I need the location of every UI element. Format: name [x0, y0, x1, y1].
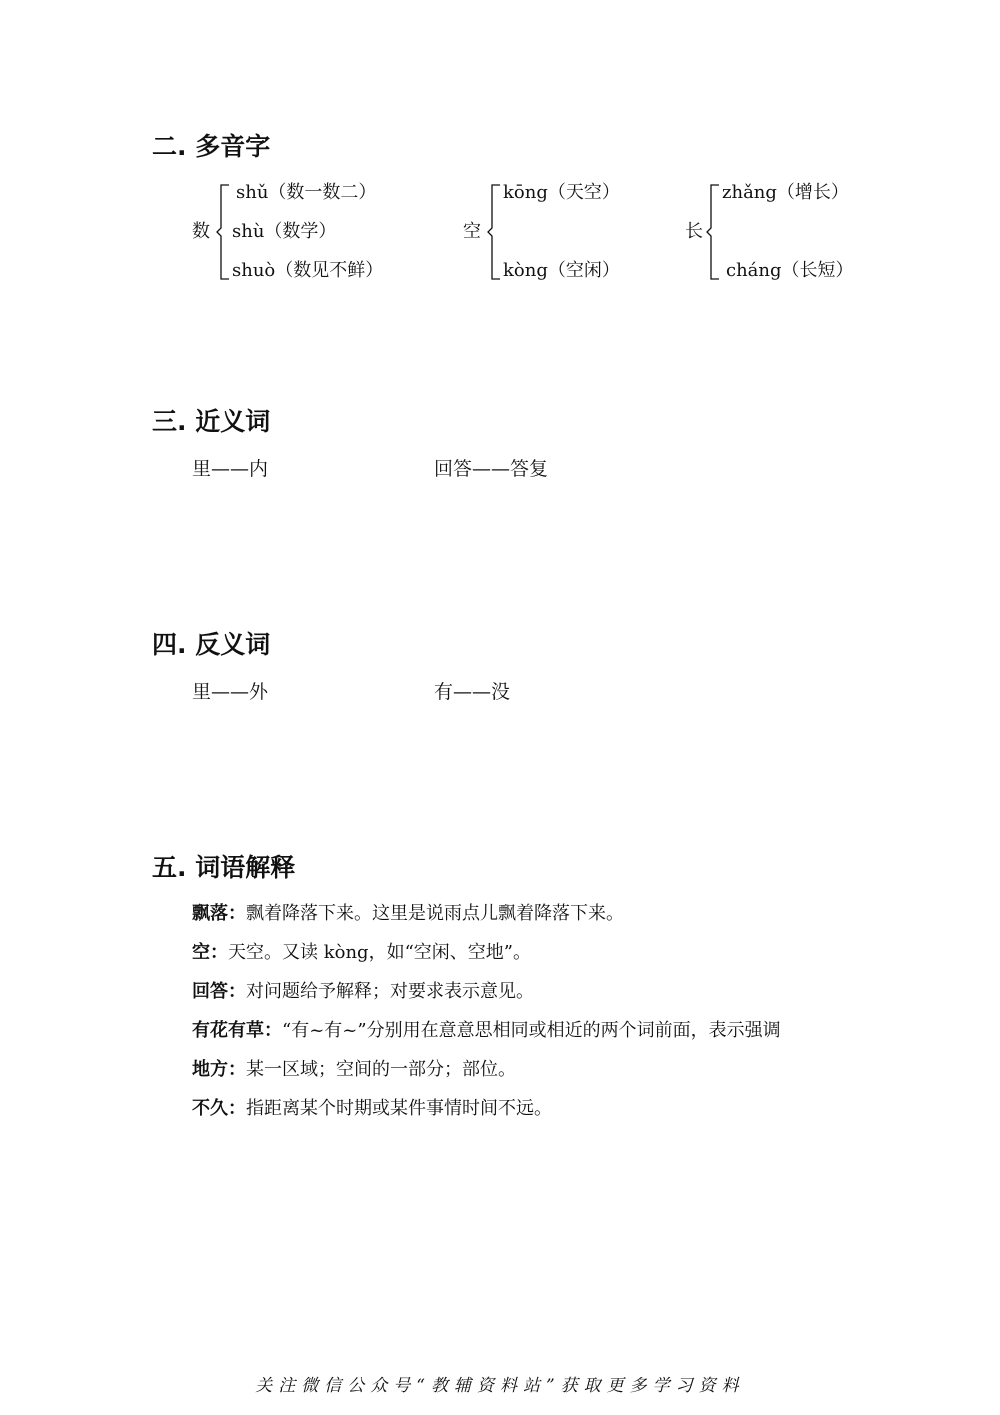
definition-separator: ： — [264, 1020, 282, 1041]
definition-text: 天空。又读 kòng，如“空闲、空地”。 — [228, 942, 531, 963]
polyphonic-reading: shù（数学） — [232, 221, 337, 242]
definition-item — [192, 1058, 872, 1097]
antonym-pair: 有——没 — [434, 681, 511, 703]
polyphonic-group-shu — [192, 180, 412, 284]
definition-term: 地方 — [192, 1059, 228, 1080]
section-title-antonyms: 四. 反义词 — [152, 630, 271, 659]
section-title-synonyms: 三. 近义词 — [152, 407, 271, 436]
footer-note: 关注微信公众号“教辅资料站”获取更多学习资料 — [255, 1376, 745, 1396]
definition-term: 有花有草 — [192, 1020, 264, 1041]
polyphonic-reading: shuò（数见不鲜） — [232, 260, 384, 281]
definition-item — [192, 902, 872, 941]
definition-separator: ： — [228, 1098, 246, 1119]
definition-item — [192, 980, 872, 1019]
definition-item — [192, 1097, 872, 1136]
polyphonic-reading: kōng（天空） — [503, 182, 620, 203]
definition-list — [192, 902, 872, 1136]
definition-item — [192, 1019, 872, 1058]
polyphonic-reading: cháng（长短） — [726, 260, 854, 281]
polyphonic-char: 长 — [685, 221, 703, 242]
definition-term: 空 — [192, 942, 210, 963]
definition-term: 回答 — [192, 981, 228, 1002]
polyphonic-char: 空 — [463, 221, 481, 242]
synonym-pair: 里——内 — [192, 458, 269, 480]
section-title-definitions: 五. 词语解释 — [152, 853, 296, 882]
definition-text: 对问题给予解释；对要求表示意见。 — [246, 981, 534, 1002]
definition-item — [192, 941, 872, 980]
left-brace-icon — [706, 184, 720, 280]
definition-text: “有~有~”分别用在意意思相同或相近的两个词前面，表示强调 — [282, 1020, 781, 1041]
polyphonic-reading: kòng（空闲） — [503, 260, 620, 281]
synonym-pair: 回答——答复 — [434, 458, 549, 480]
left-brace-icon — [216, 184, 230, 280]
polyphonic-reading: shǔ（数一数二） — [236, 182, 377, 203]
section-title-polyphonic: 二. 多音字 — [152, 132, 271, 161]
definition-text: 指距离某个时期或某件事情时间不远。 — [246, 1098, 552, 1119]
polyphonic-reading: zhǎng（增长） — [722, 182, 849, 203]
definition-text: 飘着降落下来。这里是说雨点儿飘着降落下来。 — [246, 903, 624, 924]
definition-separator: ： — [228, 981, 246, 1002]
left-brace-icon — [487, 184, 501, 280]
polyphonic-char: 数 — [192, 221, 210, 242]
definition-separator: ： — [228, 903, 246, 924]
definition-term: 飘落 — [192, 903, 228, 924]
definition-separator: ： — [228, 1059, 246, 1080]
definition-separator: ： — [210, 942, 228, 963]
polyphonic-group-chang — [685, 180, 885, 284]
definition-term: 不久 — [192, 1098, 228, 1119]
definition-text: 某一区域；空间的一部分；部位。 — [246, 1059, 516, 1080]
antonym-pair: 里——外 — [192, 681, 269, 703]
polyphonic-group-kong — [463, 180, 663, 284]
